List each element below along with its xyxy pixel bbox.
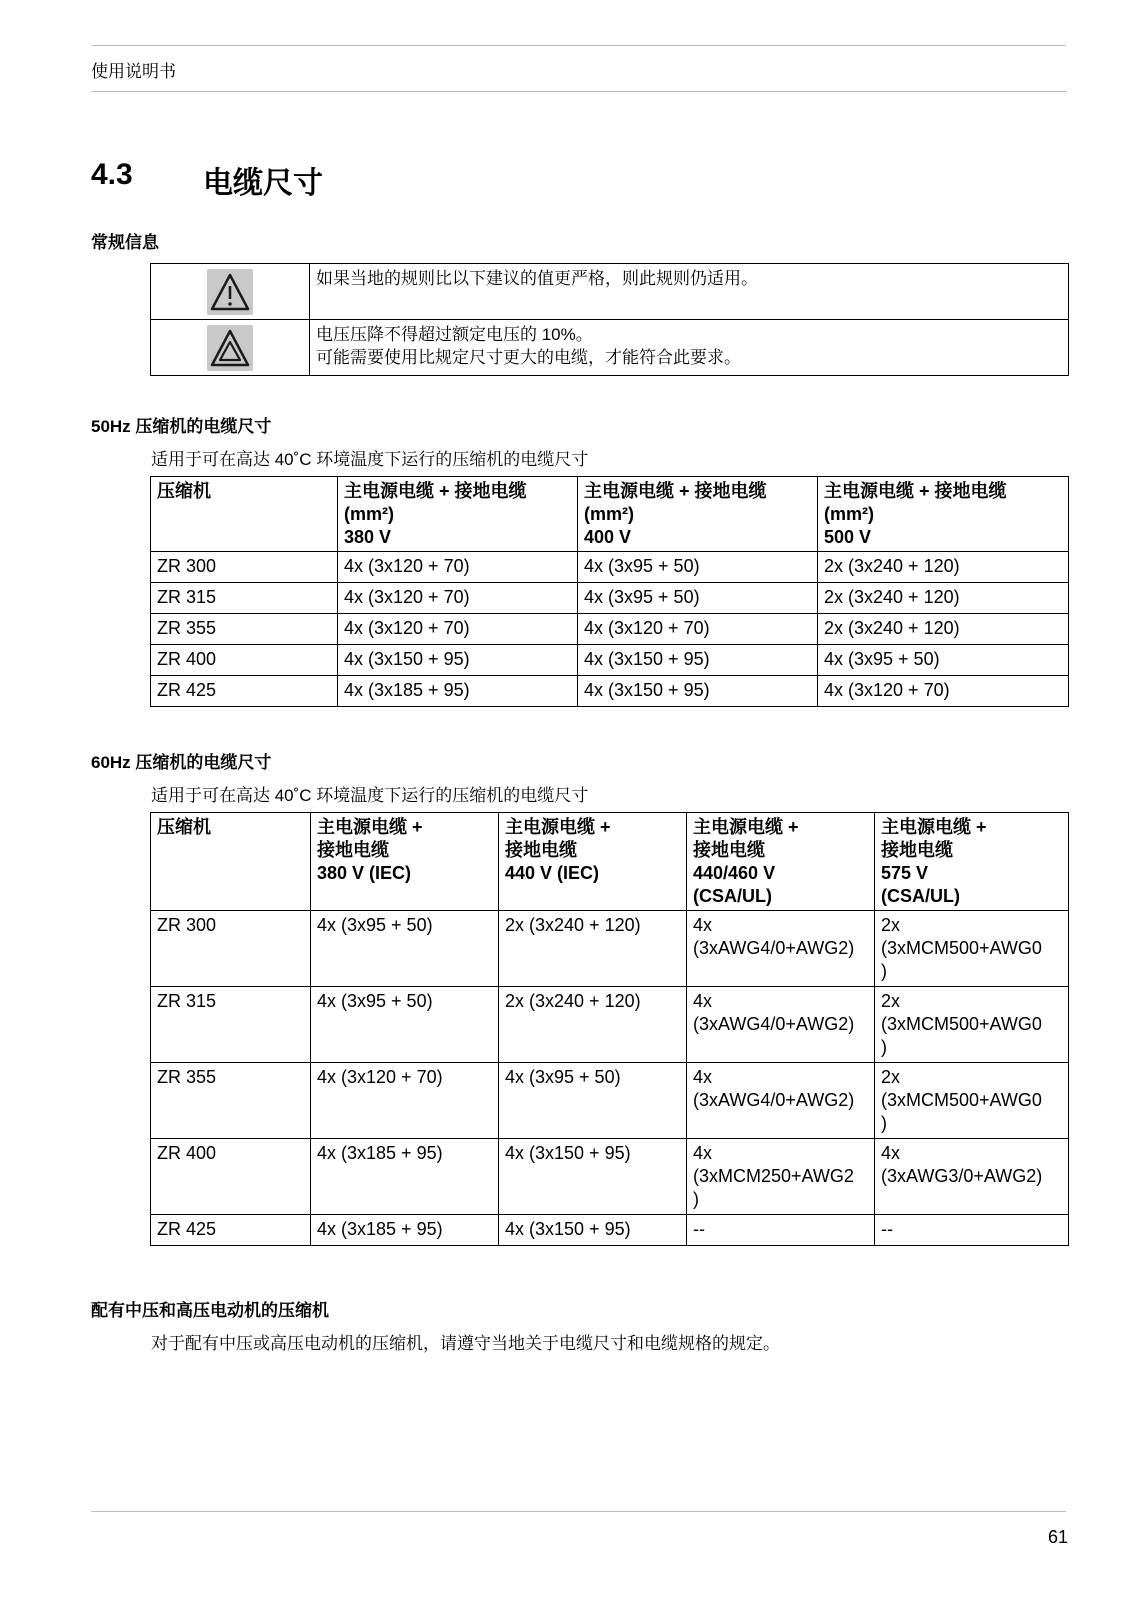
hz60-table [150, 812, 1069, 1246]
hz50-description: 适用于可在高达 40˚C 环境温度下运行的压缩机的电缆尺寸 [151, 450, 589, 469]
notice-line: 如果当地的规则比以下建议的值更严格，则此规则仍适用。 [316, 269, 758, 288]
table-cell: 4x (3x120 + 70) [338, 583, 578, 614]
table-cell: 2x (3xMCM500+AWG0 ) [875, 1063, 1069, 1139]
notice-icon-cell [151, 264, 310, 320]
table-cell: -- [875, 1215, 1069, 1246]
table-cell: ZR 300 [151, 552, 338, 583]
header-bottom-rule [91, 91, 1066, 92]
notice-line: 电压压降不得超过额定电压的 10%。 [316, 325, 593, 344]
table-cell: ZR 400 [151, 1139, 311, 1215]
column-header: 主电源电缆 + 接地电缆 440/460 V (CSA/UL) [687, 813, 875, 911]
column-header: 压缩机 [151, 477, 338, 552]
table-cell: 4x (3x185 + 95) [311, 1139, 499, 1215]
table-cell: 4x (3x150 + 95) [499, 1215, 687, 1246]
table-row [151, 676, 1069, 707]
table-cell: ZR 425 [151, 676, 338, 707]
mv-heading: 配有中压和高压电动机的压缩机 [91, 1301, 329, 1320]
header-top-rule [91, 45, 1066, 46]
table-cell: 2x (3x240 + 120) [818, 552, 1069, 583]
table-row [151, 1215, 1069, 1246]
table-cell: 4x (3x150 + 95) [338, 645, 578, 676]
table-cell: 2x (3xMCM500+AWG0 ) [875, 987, 1069, 1063]
footer-rule [91, 1511, 1066, 1512]
notice-text [310, 264, 1069, 320]
table-cell: ZR 425 [151, 1215, 311, 1246]
table-row [151, 583, 1069, 614]
table-row [151, 1139, 1069, 1215]
hz60-description: 适用于可在高达 40˚C 环境温度下运行的压缩机的电缆尺寸 [151, 786, 589, 805]
caution-icon [207, 325, 253, 371]
table-cell: 4x (3x95 + 50) [311, 987, 499, 1063]
table-cell: 4x (3x150 + 95) [578, 645, 818, 676]
table-row [151, 987, 1069, 1063]
page-number: 61 [1047, 1527, 1068, 1547]
table-cell: 2x (3x240 + 120) [818, 583, 1069, 614]
table-cell: ZR 355 [151, 1063, 311, 1139]
table-cell: 4x (3xAWG3/0+AWG2) [875, 1139, 1069, 1215]
table-cell: 4x (3x95 + 50) [499, 1063, 687, 1139]
column-header: 主电源电缆 + 接地电缆 (mm²) 400 V [578, 477, 818, 552]
table-cell: 4x (3x120 + 70) [818, 676, 1069, 707]
column-header: 主电源电缆 + 接地电缆 575 V (CSA/UL) [875, 813, 1069, 911]
notice-line: 可能需要使用比规定尺寸更大的电缆，才能符合此要求。 [316, 348, 741, 367]
table-cell: ZR 400 [151, 645, 338, 676]
column-header: 主电源电缆 + 接地电缆 (mm²) 380 V [338, 477, 578, 552]
table-cell: 4x (3x120 + 70) [338, 552, 578, 583]
mv-description: 对于配有中压或高压电动机的压缩机，请遵守当地关于电缆尺寸和电缆规格的规定。 [151, 1334, 780, 1353]
section-title: 电缆尺寸 [203, 167, 323, 200]
column-header: 主电源电缆 + 接地电缆 (mm²) 500 V [818, 477, 1069, 552]
table-cell: 4x (3x150 + 95) [578, 676, 818, 707]
table-cell: 2x (3x240 + 120) [499, 911, 687, 987]
table-cell: 4x (3x95 + 50) [818, 645, 1069, 676]
column-header: 压缩机 [151, 813, 311, 911]
header-title: 使用说明书 [91, 62, 176, 81]
hz50-table [150, 476, 1069, 707]
table-header-row [151, 477, 1069, 552]
table-cell: 4x (3x95 + 50) [578, 583, 818, 614]
table-cell: 2x (3x240 + 120) [818, 614, 1069, 645]
table-cell: 4x (3xMCM250+AWG2 ) [687, 1139, 875, 1215]
table-cell: 4x (3x95 + 50) [578, 552, 818, 583]
table-row [151, 614, 1069, 645]
table-row [151, 645, 1069, 676]
warning-icon [207, 269, 253, 315]
table-cell: 4x (3x120 + 70) [338, 614, 578, 645]
table-header-row [151, 813, 1069, 911]
table-row [151, 911, 1069, 987]
table-cell: -- [687, 1215, 875, 1246]
table-cell: ZR 315 [151, 583, 338, 614]
notice-text [310, 320, 1069, 376]
column-header: 主电源电缆 + 接地电缆 440 V (IEC) [499, 813, 687, 911]
notice-row [151, 320, 1069, 376]
table-cell: 4x (3xAWG4/0+AWG2) [687, 1063, 875, 1139]
section-number: 4.3 [91, 158, 133, 191]
table-row [151, 1063, 1069, 1139]
table-cell: 4x (3x185 + 95) [338, 676, 578, 707]
table-cell: 4x (3xAWG4/0+AWG2) [687, 987, 875, 1063]
table-cell: ZR 300 [151, 911, 311, 987]
table-cell: 4x (3x95 + 50) [311, 911, 499, 987]
table-row [151, 552, 1069, 583]
table-cell: 4x (3x120 + 70) [578, 614, 818, 645]
table-cell: 2x (3xMCM500+AWG0 ) [875, 911, 1069, 987]
notice-row [151, 264, 1069, 320]
hz50-heading: 50Hz 压缩机的电缆尺寸 [91, 417, 272, 436]
hz60-heading: 60Hz 压缩机的电缆尺寸 [91, 753, 272, 772]
table-cell: 2x (3x240 + 120) [499, 987, 687, 1063]
column-header: 主电源电缆 + 接地电缆 380 V (IEC) [311, 813, 499, 911]
notice-table [150, 263, 1069, 376]
table-cell: ZR 315 [151, 987, 311, 1063]
table-cell: ZR 355 [151, 614, 338, 645]
table-cell: 4x (3x185 + 95) [311, 1215, 499, 1246]
table-cell: 4x (3x120 + 70) [311, 1063, 499, 1139]
table-cell: 4x (3xAWG4/0+AWG2) [687, 911, 875, 987]
table-cell: 4x (3x150 + 95) [499, 1139, 687, 1215]
general-heading: 常规信息 [91, 233, 159, 252]
notice-icon-cell [151, 320, 310, 376]
